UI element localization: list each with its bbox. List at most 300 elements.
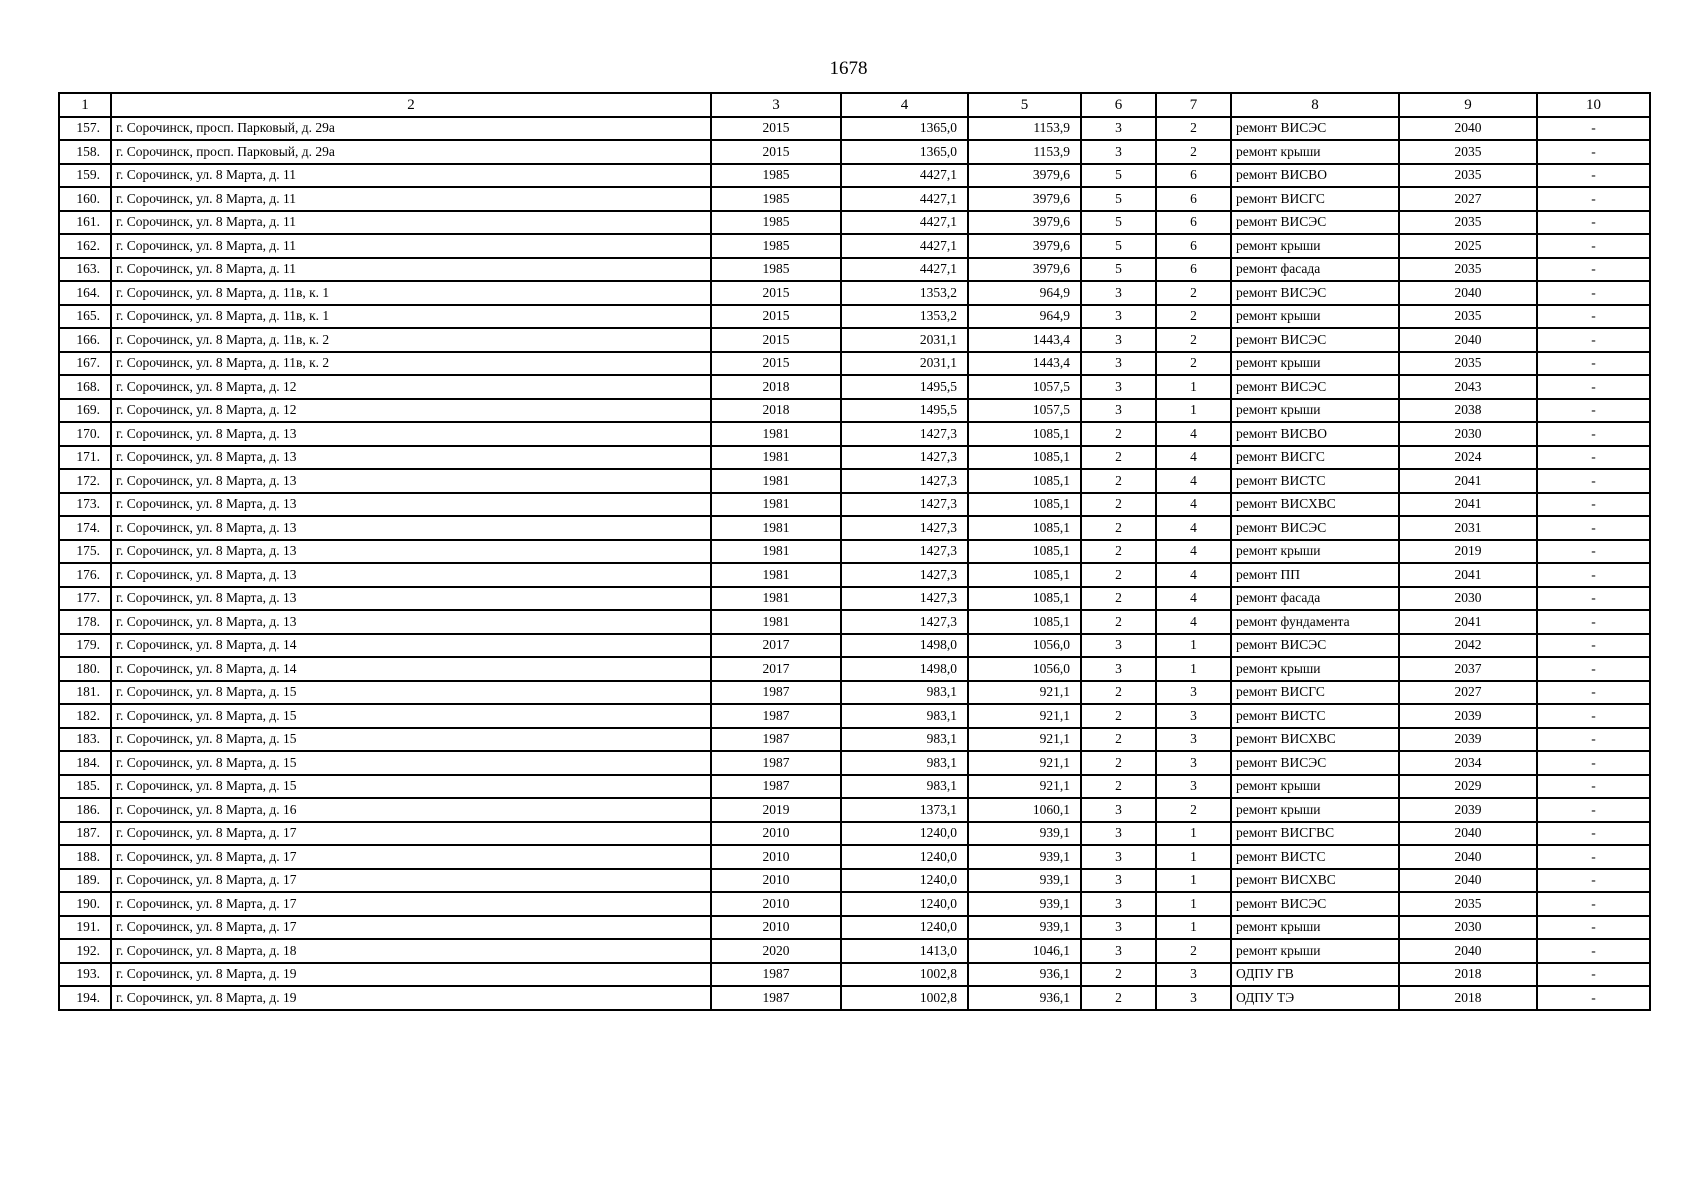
area-living-cell: 1153,9 xyxy=(968,140,1081,164)
planned-year-cell: 2027 xyxy=(1399,187,1537,211)
address-cell: г. Сорочинск, ул. 8 Марта, д. 15 xyxy=(111,775,711,799)
work-type-cell: ремонт ВИСГВС xyxy=(1231,822,1399,846)
planned-year-cell: 2018 xyxy=(1399,963,1537,987)
entrances-cell: 3 xyxy=(1156,986,1231,1010)
page-number: 1678 xyxy=(829,58,868,79)
work-type-cell: ремонт крыши xyxy=(1231,916,1399,940)
floors-cell: 3 xyxy=(1081,939,1156,963)
address-cell: г. Сорочинск, ул. 8 Марта, д. 11в, к. 2 xyxy=(111,328,711,352)
year-cell: 1981 xyxy=(711,516,841,540)
column-header: 9 xyxy=(1399,93,1537,117)
address-cell: г. Сорочинск, ул. 8 Марта, д. 11 xyxy=(111,234,711,258)
area-total-cell: 1365,0 xyxy=(841,140,968,164)
entrances-cell: 1 xyxy=(1156,869,1231,893)
entrances-cell: 4 xyxy=(1156,540,1231,564)
floors-cell: 3 xyxy=(1081,305,1156,329)
floors-cell: 3 xyxy=(1081,140,1156,164)
note-cell: - xyxy=(1537,869,1650,893)
planned-year-cell: 2035 xyxy=(1399,258,1537,282)
column-header: 7 xyxy=(1156,93,1231,117)
table-row xyxy=(59,704,1650,728)
table-row xyxy=(59,187,1650,211)
work-type-cell: ремонт ВИСГС xyxy=(1231,681,1399,705)
row-number-cell: 165. xyxy=(59,305,111,329)
floors-cell: 3 xyxy=(1081,798,1156,822)
work-type-cell: ремонт фасада xyxy=(1231,258,1399,282)
address-cell: г. Сорочинск, ул. 8 Марта, д. 15 xyxy=(111,681,711,705)
note-cell: - xyxy=(1537,258,1650,282)
address-cell: г. Сорочинск, ул. 8 Марта, д. 11в, к. 1 xyxy=(111,305,711,329)
year-cell: 2020 xyxy=(711,939,841,963)
note-cell: - xyxy=(1537,751,1650,775)
note-cell: - xyxy=(1537,798,1650,822)
floors-cell: 3 xyxy=(1081,352,1156,376)
area-living-cell: 921,1 xyxy=(968,775,1081,799)
work-type-cell: ремонт ВИСТС xyxy=(1231,845,1399,869)
year-cell: 1987 xyxy=(711,704,841,728)
note-cell: - xyxy=(1537,164,1650,188)
address-cell: г. Сорочинск, ул. 8 Марта, д. 12 xyxy=(111,399,711,423)
note-cell: - xyxy=(1537,399,1650,423)
address-cell: г. Сорочинск, ул. 8 Марта, д. 15 xyxy=(111,728,711,752)
table-row xyxy=(59,258,1650,282)
entrances-cell: 3 xyxy=(1156,963,1231,987)
column-header: 5 xyxy=(968,93,1081,117)
work-type-cell: ремонт фасада xyxy=(1231,587,1399,611)
area-total-cell: 4427,1 xyxy=(841,164,968,188)
floors-cell: 5 xyxy=(1081,187,1156,211)
area-total-cell: 983,1 xyxy=(841,728,968,752)
work-type-cell: ремонт ВИСЭС xyxy=(1231,211,1399,235)
entrances-cell: 3 xyxy=(1156,681,1231,705)
address-cell: г. Сорочинск, ул. 8 Марта, д. 14 xyxy=(111,634,711,658)
year-cell: 1987 xyxy=(711,775,841,799)
table-row xyxy=(59,211,1650,235)
area-living-cell: 939,1 xyxy=(968,869,1081,893)
work-type-cell: ремонт крыши xyxy=(1231,140,1399,164)
entrances-cell: 6 xyxy=(1156,211,1231,235)
area-living-cell: 939,1 xyxy=(968,892,1081,916)
note-cell: - xyxy=(1537,540,1650,564)
planned-year-cell: 2037 xyxy=(1399,657,1537,681)
entrances-cell: 4 xyxy=(1156,469,1231,493)
row-number-cell: 162. xyxy=(59,234,111,258)
floors-cell: 3 xyxy=(1081,328,1156,352)
work-type-cell: ремонт ВИСВО xyxy=(1231,164,1399,188)
work-type-cell: ремонт крыши xyxy=(1231,775,1399,799)
row-number-cell: 161. xyxy=(59,211,111,235)
table-row xyxy=(59,963,1650,987)
note-cell: - xyxy=(1537,939,1650,963)
area-living-cell: 1085,1 xyxy=(968,563,1081,587)
planned-year-cell: 2035 xyxy=(1399,164,1537,188)
column-header: 3 xyxy=(711,93,841,117)
row-number-cell: 191. xyxy=(59,916,111,940)
work-type-cell: ремонт ПП xyxy=(1231,563,1399,587)
floors-cell: 5 xyxy=(1081,164,1156,188)
area-living-cell: 936,1 xyxy=(968,963,1081,987)
planned-year-cell: 2040 xyxy=(1399,845,1537,869)
floors-cell: 5 xyxy=(1081,234,1156,258)
planned-year-cell: 2019 xyxy=(1399,540,1537,564)
year-cell: 1981 xyxy=(711,469,841,493)
table-row xyxy=(59,305,1650,329)
planned-year-cell: 2030 xyxy=(1399,422,1537,446)
note-cell: - xyxy=(1537,563,1650,587)
floors-cell: 2 xyxy=(1081,446,1156,470)
year-cell: 1987 xyxy=(711,986,841,1010)
year-cell: 2010 xyxy=(711,845,841,869)
work-type-cell: ремонт крыши xyxy=(1231,234,1399,258)
work-type-cell: ремонт крыши xyxy=(1231,399,1399,423)
address-cell: г. Сорочинск, ул. 8 Марта, д. 13 xyxy=(111,469,711,493)
area-total-cell: 2031,1 xyxy=(841,352,968,376)
address-cell: г. Сорочинск, ул. 8 Марта, д. 15 xyxy=(111,704,711,728)
row-number-cell: 178. xyxy=(59,610,111,634)
row-number-cell: 184. xyxy=(59,751,111,775)
work-type-cell: ремонт крыши xyxy=(1231,352,1399,376)
row-number-cell: 173. xyxy=(59,493,111,517)
address-cell: г. Сорочинск, ул. 8 Марта, д. 13 xyxy=(111,446,711,470)
year-cell: 1985 xyxy=(711,187,841,211)
area-living-cell: 1085,1 xyxy=(968,422,1081,446)
floors-cell: 2 xyxy=(1081,775,1156,799)
area-total-cell: 1365,0 xyxy=(841,117,968,141)
table-row xyxy=(59,657,1650,681)
entrances-cell: 1 xyxy=(1156,845,1231,869)
planned-year-cell: 2030 xyxy=(1399,587,1537,611)
planned-year-cell: 2035 xyxy=(1399,892,1537,916)
entrances-cell: 1 xyxy=(1156,634,1231,658)
column-number-row xyxy=(59,93,1650,117)
column-header: 2 xyxy=(111,93,711,117)
area-living-cell: 964,9 xyxy=(968,281,1081,305)
table-row xyxy=(59,281,1650,305)
table-row xyxy=(59,916,1650,940)
floors-cell: 5 xyxy=(1081,211,1156,235)
note-cell: - xyxy=(1537,469,1650,493)
planned-year-cell: 2043 xyxy=(1399,375,1537,399)
floors-cell: 2 xyxy=(1081,751,1156,775)
floors-cell: 2 xyxy=(1081,587,1156,611)
planned-year-cell: 2040 xyxy=(1399,117,1537,141)
table-row xyxy=(59,399,1650,423)
area-living-cell: 921,1 xyxy=(968,751,1081,775)
year-cell: 1981 xyxy=(711,422,841,446)
note-cell: - xyxy=(1537,657,1650,681)
note-cell: - xyxy=(1537,728,1650,752)
area-total-cell: 1427,3 xyxy=(841,610,968,634)
note-cell: - xyxy=(1537,422,1650,446)
area-total-cell: 4427,1 xyxy=(841,187,968,211)
floors-cell: 3 xyxy=(1081,845,1156,869)
address-cell: г. Сорочинск, ул. 8 Марта, д. 13 xyxy=(111,516,711,540)
address-cell: г. Сорочинск, ул. 8 Марта, д. 13 xyxy=(111,587,711,611)
row-number-cell: 171. xyxy=(59,446,111,470)
area-living-cell: 921,1 xyxy=(968,704,1081,728)
floors-cell: 5 xyxy=(1081,258,1156,282)
area-total-cell: 1427,3 xyxy=(841,516,968,540)
note-cell: - xyxy=(1537,516,1650,540)
work-type-cell: ремонт крыши xyxy=(1231,305,1399,329)
address-cell: г. Сорочинск, ул. 8 Марта, д. 12 xyxy=(111,375,711,399)
entrances-cell: 2 xyxy=(1156,281,1231,305)
entrances-cell: 2 xyxy=(1156,305,1231,329)
area-living-cell: 921,1 xyxy=(968,728,1081,752)
floors-cell: 3 xyxy=(1081,281,1156,305)
area-living-cell: 3979,6 xyxy=(968,234,1081,258)
area-living-cell: 1085,1 xyxy=(968,469,1081,493)
planned-year-cell: 2041 xyxy=(1399,563,1537,587)
area-living-cell: 1057,5 xyxy=(968,399,1081,423)
planned-year-cell: 2040 xyxy=(1399,822,1537,846)
floors-cell: 3 xyxy=(1081,869,1156,893)
year-cell: 1981 xyxy=(711,610,841,634)
floors-cell: 2 xyxy=(1081,704,1156,728)
planned-year-cell: 2029 xyxy=(1399,775,1537,799)
work-type-cell: ремонт крыши xyxy=(1231,798,1399,822)
address-cell: г. Сорочинск, ул. 8 Марта, д. 13 xyxy=(111,563,711,587)
row-number-cell: 169. xyxy=(59,399,111,423)
area-living-cell: 1085,1 xyxy=(968,446,1081,470)
row-number-cell: 177. xyxy=(59,587,111,611)
year-cell: 2018 xyxy=(711,399,841,423)
column-header: 6 xyxy=(1081,93,1156,117)
row-number-cell: 168. xyxy=(59,375,111,399)
address-cell: г. Сорочинск, ул. 8 Марта, д. 17 xyxy=(111,892,711,916)
row-number-cell: 174. xyxy=(59,516,111,540)
floors-cell: 3 xyxy=(1081,892,1156,916)
address-cell: г. Сорочинск, ул. 8 Марта, д. 13 xyxy=(111,493,711,517)
address-cell: г. Сорочинск, ул. 8 Марта, д. 15 xyxy=(111,751,711,775)
floors-cell: 2 xyxy=(1081,963,1156,987)
year-cell: 2015 xyxy=(711,140,841,164)
year-cell: 1981 xyxy=(711,563,841,587)
year-cell: 2015 xyxy=(711,352,841,376)
work-type-cell: ремонт ВИСТС xyxy=(1231,469,1399,493)
address-cell: г. Сорочинск, ул. 8 Марта, д. 13 xyxy=(111,540,711,564)
floors-cell: 2 xyxy=(1081,986,1156,1010)
table-row xyxy=(59,587,1650,611)
area-total-cell: 4427,1 xyxy=(841,211,968,235)
note-cell: - xyxy=(1537,916,1650,940)
area-total-cell: 983,1 xyxy=(841,775,968,799)
area-total-cell: 1240,0 xyxy=(841,892,968,916)
area-living-cell: 3979,6 xyxy=(968,164,1081,188)
year-cell: 1985 xyxy=(711,258,841,282)
area-living-cell: 1056,0 xyxy=(968,657,1081,681)
area-total-cell: 1353,2 xyxy=(841,305,968,329)
row-number-cell: 167. xyxy=(59,352,111,376)
year-cell: 1981 xyxy=(711,540,841,564)
row-number-cell: 179. xyxy=(59,634,111,658)
note-cell: - xyxy=(1537,234,1650,258)
table-row xyxy=(59,939,1650,963)
table-row xyxy=(59,493,1650,517)
work-type-cell: ремонт ВИСЭС xyxy=(1231,516,1399,540)
planned-year-cell: 2035 xyxy=(1399,211,1537,235)
area-total-cell: 1240,0 xyxy=(841,845,968,869)
floors-cell: 3 xyxy=(1081,399,1156,423)
table-row xyxy=(59,986,1650,1010)
area-living-cell: 921,1 xyxy=(968,681,1081,705)
table-row xyxy=(59,798,1650,822)
table-row xyxy=(59,328,1650,352)
work-type-cell: ремонт ВИСТС xyxy=(1231,704,1399,728)
planned-year-cell: 2039 xyxy=(1399,798,1537,822)
floors-cell: 3 xyxy=(1081,657,1156,681)
planned-year-cell: 2031 xyxy=(1399,516,1537,540)
planned-year-cell: 2040 xyxy=(1399,281,1537,305)
area-living-cell: 3979,6 xyxy=(968,187,1081,211)
address-cell: г. Сорочинск, ул. 8 Марта, д. 11в, к. 1 xyxy=(111,281,711,305)
note-cell: - xyxy=(1537,446,1650,470)
area-living-cell: 3979,6 xyxy=(968,211,1081,235)
area-total-cell: 1427,3 xyxy=(841,469,968,493)
address-cell: г. Сорочинск, ул. 8 Марта, д. 11 xyxy=(111,211,711,235)
column-header: 4 xyxy=(841,93,968,117)
entrances-cell: 1 xyxy=(1156,916,1231,940)
planned-year-cell: 2035 xyxy=(1399,305,1537,329)
address-cell: г. Сорочинск, просп. Парковый, д. 29а xyxy=(111,117,711,141)
table-row xyxy=(59,892,1650,916)
area-living-cell: 3979,6 xyxy=(968,258,1081,282)
planned-year-cell: 2018 xyxy=(1399,986,1537,1010)
address-cell: г. Сорочинск, просп. Парковый, д. 29а xyxy=(111,140,711,164)
floors-cell: 3 xyxy=(1081,117,1156,141)
note-cell: - xyxy=(1537,892,1650,916)
column-header: 10 xyxy=(1537,93,1650,117)
row-number-cell: 194. xyxy=(59,986,111,1010)
note-cell: - xyxy=(1537,211,1650,235)
work-type-cell: ремонт фундамента xyxy=(1231,610,1399,634)
year-cell: 1985 xyxy=(711,211,841,235)
entrances-cell: 1 xyxy=(1156,892,1231,916)
area-living-cell: 1060,1 xyxy=(968,798,1081,822)
year-cell: 1981 xyxy=(711,446,841,470)
address-cell: г. Сорочинск, ул. 8 Марта, д. 14 xyxy=(111,657,711,681)
year-cell: 2015 xyxy=(711,117,841,141)
planned-year-cell: 2041 xyxy=(1399,493,1537,517)
work-type-cell: ремонт ВИСЭС xyxy=(1231,328,1399,352)
table-row xyxy=(59,845,1650,869)
note-cell: - xyxy=(1537,587,1650,611)
area-total-cell: 1373,1 xyxy=(841,798,968,822)
entrances-cell: 1 xyxy=(1156,375,1231,399)
area-total-cell: 1240,0 xyxy=(841,916,968,940)
work-type-cell: ремонт ВИСХВС xyxy=(1231,869,1399,893)
address-cell: г. Сорочинск, ул. 8 Марта, д. 19 xyxy=(111,986,711,1010)
row-number-cell: 176. xyxy=(59,563,111,587)
area-total-cell: 1002,8 xyxy=(841,963,968,987)
area-total-cell: 1002,8 xyxy=(841,986,968,1010)
row-number-cell: 181. xyxy=(59,681,111,705)
floors-cell: 3 xyxy=(1081,634,1156,658)
row-number-cell: 172. xyxy=(59,469,111,493)
table-row xyxy=(59,634,1650,658)
note-cell: - xyxy=(1537,845,1650,869)
table-row xyxy=(59,516,1650,540)
entrances-cell: 4 xyxy=(1156,446,1231,470)
work-type-cell: ремонт крыши xyxy=(1231,540,1399,564)
area-total-cell: 1495,5 xyxy=(841,399,968,423)
year-cell: 2010 xyxy=(711,916,841,940)
floors-cell: 2 xyxy=(1081,516,1156,540)
entrances-cell: 4 xyxy=(1156,516,1231,540)
area-total-cell: 1427,3 xyxy=(841,563,968,587)
note-cell: - xyxy=(1537,704,1650,728)
row-number-cell: 193. xyxy=(59,963,111,987)
area-total-cell: 1353,2 xyxy=(841,281,968,305)
year-cell: 2010 xyxy=(711,892,841,916)
work-type-cell: ремонт ВИСЭС xyxy=(1231,634,1399,658)
floors-cell: 2 xyxy=(1081,563,1156,587)
entrances-cell: 1 xyxy=(1156,822,1231,846)
table-row xyxy=(59,540,1650,564)
planned-year-cell: 2027 xyxy=(1399,681,1537,705)
table-row xyxy=(59,822,1650,846)
note-cell: - xyxy=(1537,822,1650,846)
row-number-cell: 192. xyxy=(59,939,111,963)
area-total-cell: 2031,1 xyxy=(841,328,968,352)
area-living-cell: 1443,4 xyxy=(968,328,1081,352)
year-cell: 2017 xyxy=(711,634,841,658)
entrances-cell: 4 xyxy=(1156,563,1231,587)
planned-year-cell: 2040 xyxy=(1399,869,1537,893)
note-cell: - xyxy=(1537,352,1650,376)
area-total-cell: 1498,0 xyxy=(841,634,968,658)
note-cell: - xyxy=(1537,305,1650,329)
note-cell: - xyxy=(1537,117,1650,141)
area-total-cell: 1427,3 xyxy=(841,493,968,517)
table-row xyxy=(59,117,1650,141)
address-cell: г. Сорочинск, ул. 8 Марта, д. 18 xyxy=(111,939,711,963)
table-row xyxy=(59,422,1650,446)
floors-cell: 3 xyxy=(1081,822,1156,846)
entrances-cell: 3 xyxy=(1156,751,1231,775)
floors-cell: 2 xyxy=(1081,540,1156,564)
planned-year-cell: 2038 xyxy=(1399,399,1537,423)
column-header: 1 xyxy=(59,93,111,117)
note-cell: - xyxy=(1537,634,1650,658)
table-row xyxy=(59,563,1650,587)
area-total-cell: 983,1 xyxy=(841,704,968,728)
row-number-cell: 187. xyxy=(59,822,111,846)
area-total-cell: 1427,3 xyxy=(841,587,968,611)
planned-year-cell: 2034 xyxy=(1399,751,1537,775)
planned-year-cell: 2025 xyxy=(1399,234,1537,258)
address-cell: г. Сорочинск, ул. 8 Марта, д. 17 xyxy=(111,845,711,869)
entrances-cell: 6 xyxy=(1156,258,1231,282)
area-total-cell: 1240,0 xyxy=(841,869,968,893)
year-cell: 1985 xyxy=(711,234,841,258)
address-cell: г. Сорочинск, ул. 8 Марта, д. 11 xyxy=(111,187,711,211)
repair-schedule-table xyxy=(58,92,1651,1011)
area-total-cell: 983,1 xyxy=(841,751,968,775)
row-number-cell: 188. xyxy=(59,845,111,869)
entrances-cell: 4 xyxy=(1156,422,1231,446)
work-type-cell: ремонт ВИСЭС xyxy=(1231,375,1399,399)
year-cell: 1987 xyxy=(711,751,841,775)
area-total-cell: 1498,0 xyxy=(841,657,968,681)
floors-cell: 3 xyxy=(1081,375,1156,399)
entrances-cell: 4 xyxy=(1156,493,1231,517)
work-type-cell: ремонт крыши xyxy=(1231,939,1399,963)
note-cell: - xyxy=(1537,281,1650,305)
address-cell: г. Сорочинск, ул. 8 Марта, д. 13 xyxy=(111,422,711,446)
note-cell: - xyxy=(1537,775,1650,799)
area-total-cell: 1413,0 xyxy=(841,939,968,963)
